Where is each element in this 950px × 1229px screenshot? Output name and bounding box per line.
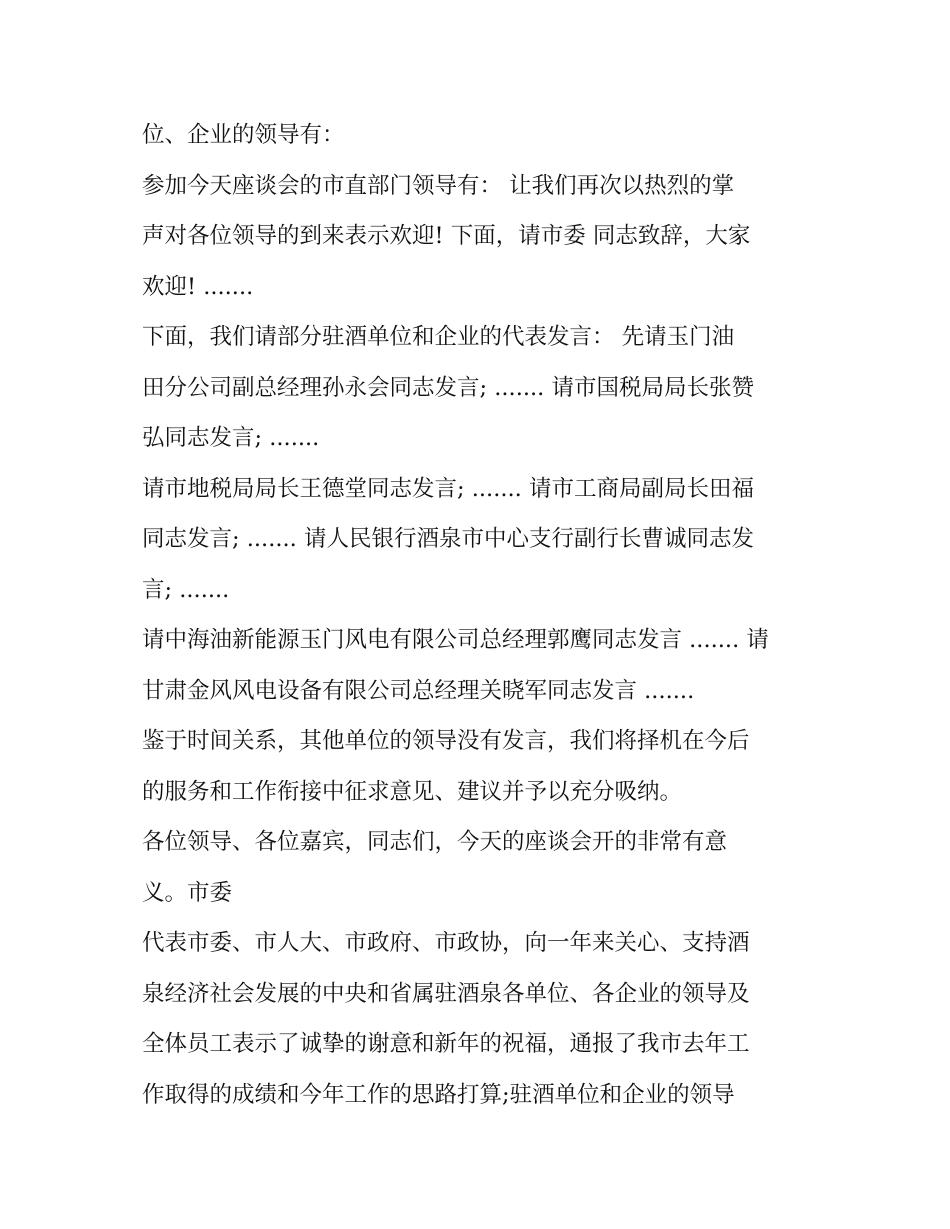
text-line: 请市地税局局长王德堂同志发言; ....... 请市工商局副局长田福 [142,475,754,502]
text-line: 参加今天座谈会的市直部门领导有： 让我们再次以热烈的掌 [142,172,735,199]
body-text [142,110,814,1120]
text-line: 田分公司副总经理孙永会同志发言; ....... 请市国税局局长张赞 [142,374,754,401]
text-line: 言; ....... [142,576,230,603]
text-line: 的服务和工作衔接中征求意见、建议并予以充分吸纳。 [142,778,683,805]
text-line: 全体员工表示了诚挚的谢意和新年的祝福，通报了我市去年工 [142,1031,750,1057]
text-line: 请中海油新能源玉门风电有限公司总经理郭鹰同志发言 ....... 请 [142,627,769,653]
text-line: 位、企业的领导有： [142,122,345,148]
text-line: 弘同志发言; ....... [142,425,320,451]
text-line: 甘肃金风风电设备有限公司总经理关晓军同志发言 ....... [142,677,695,704]
text-line: 义。市委 [142,879,233,906]
text-line: 同志发言; ....... 请人民银行酒泉市中心支行副行长曹诚同志发 [142,526,754,552]
text-line: 下面，我们请部分驻酒单位和企业的代表发言： 先请玉门油 [142,324,735,350]
text-line: 欢迎! ....... [142,273,254,300]
text-line: 各位领导、各位嘉宾，同志们，今天的座谈会开的非常有意 [142,829,728,855]
text-line: 泉经济社会发展的中央和省属驻酒泉各单位、各企业的领导及 [142,980,750,1007]
text-line: 代表市委、市人大、市政府、市政协，向一年来关心、支持酒 [142,930,750,956]
text-line: 鉴于时间关系，其他单位的领导没有发言，我们将择机在今后 [142,728,750,754]
text-line: 作取得的成绩和今年工作的思路打算;驻酒单位和企业的领导 [142,1081,735,1108]
text-line: 声对各位领导的到来表示欢迎! 下面，请市委 同志致辞，大家 [142,223,751,249]
